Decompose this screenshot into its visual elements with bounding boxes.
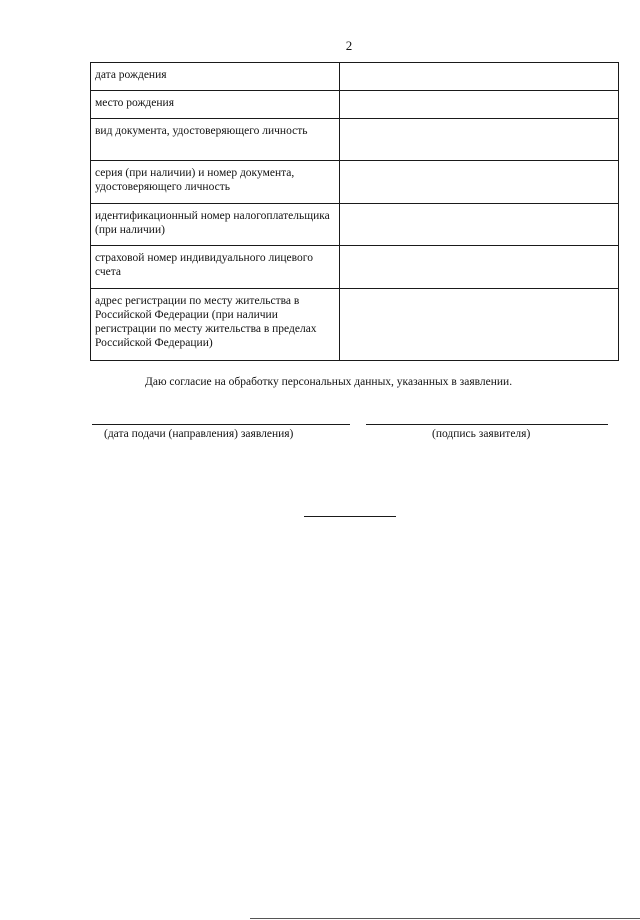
row-label-insurance-number: страховой номер индивидуального лицевого счета bbox=[91, 246, 340, 289]
page-number: 2 bbox=[345, 38, 353, 53]
table-row bbox=[91, 63, 619, 91]
row-label-birth-place: место рождения bbox=[91, 91, 340, 119]
row-label-id-document-type: вид документа, удостоверяющего личность bbox=[91, 119, 340, 161]
table-row bbox=[91, 289, 619, 361]
signature-caption: (подпись заявителя) bbox=[432, 428, 531, 440]
applicant-data-table bbox=[90, 62, 619, 361]
row-value-registration-address[interactable] bbox=[340, 289, 619, 361]
row-value-id-document-number[interactable] bbox=[340, 161, 619, 204]
row-value-id-document-type[interactable] bbox=[340, 119, 619, 161]
applicant-signature-line bbox=[366, 424, 608, 425]
table-row bbox=[91, 91, 619, 119]
row-value-taxpayer-id[interactable] bbox=[340, 204, 619, 246]
row-value-insurance-number[interactable] bbox=[340, 246, 619, 289]
row-value-birth-place[interactable] bbox=[340, 91, 619, 119]
table-row bbox=[91, 119, 619, 161]
table-row bbox=[91, 161, 619, 204]
table-row bbox=[91, 246, 619, 289]
page-bottom-edge bbox=[250, 918, 640, 919]
document-end-divider bbox=[304, 516, 396, 517]
date-caption: (дата подачи (направления) заявления) bbox=[104, 428, 294, 440]
table-row bbox=[91, 204, 619, 246]
date-signature-line bbox=[92, 424, 350, 425]
row-label-taxpayer-id: идентификационный номер налогоплательщика (при наличии) bbox=[91, 204, 340, 246]
consent-statement: Даю согласие на обработку персональных данных, указанных в заявлении. bbox=[145, 376, 513, 388]
row-label-birth-date: дата рождения bbox=[91, 63, 340, 91]
row-label-id-document-number: серия (при наличии) и номер документа, удостоверяющего личность bbox=[91, 161, 340, 204]
row-label-registration-address: адрес регистрации по месту жительства в Российской Федерации (при наличии регистрации по месту жительства в пределах Российской Федерации) bbox=[91, 289, 340, 361]
row-value-birth-date[interactable] bbox=[340, 63, 619, 91]
